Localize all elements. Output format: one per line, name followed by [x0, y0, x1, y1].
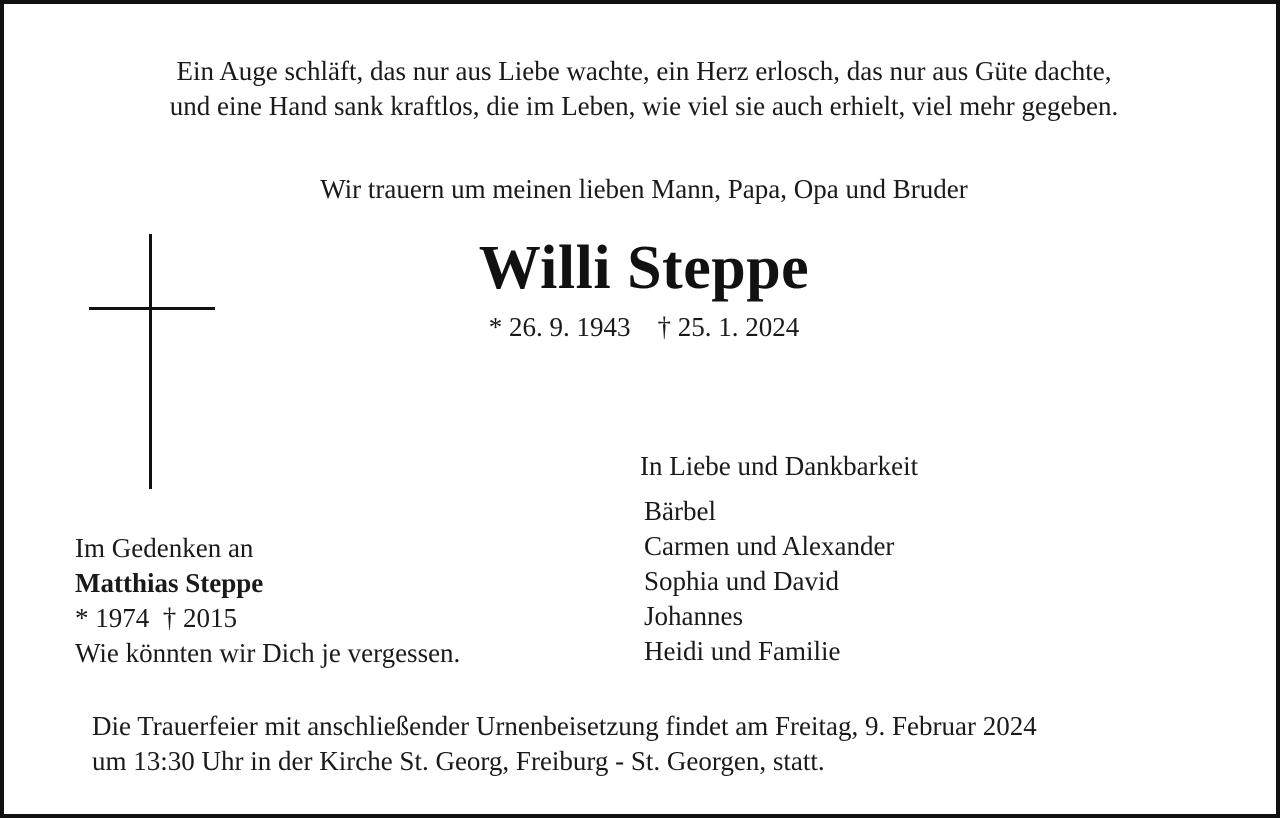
- death-date: † 25. 1. 2024: [657, 312, 800, 342]
- poem-line-2: und eine Hand sank kraftlos, die im Leben, wie viel sie auch erhielt, viel mehr gegeben.: [169, 91, 1119, 121]
- memorial-name: Matthias Steppe: [75, 568, 264, 598]
- deceased-name: Willi Steppe: [478, 234, 810, 302]
- memorial-dates: [75, 601, 237, 636]
- mourner-name: Bärbel: [644, 496, 716, 526]
- ceremony-line-2: um 13:30 Uhr in der Kirche St. Georg, Freiburg - St. Georgen, statt.: [92, 746, 825, 776]
- mourner-name: Carmen und Alexander: [644, 531, 895, 561]
- mourner-name: Johannes: [644, 601, 743, 631]
- poem-line-1: Ein Auge schläft, das nur aus Liebe wachte, ein Herz erlosch, das nur aus Güte dachte,: [176, 56, 1112, 86]
- mourner-name: Sophia und David: [644, 566, 839, 596]
- memorial-quote: Wie könnten wir Dich je vergessen.: [75, 638, 461, 668]
- memorial-death-year: † 2015: [162, 603, 237, 633]
- mourning-intro: Wir trauern um meinen lieben Mann, Papa, Opa und Bruder: [320, 174, 968, 204]
- mourners-heading: In Liebe und Dankbarkeit: [640, 451, 919, 481]
- deceased-dates: [4, 312, 1280, 343]
- ceremony-line-1: Die Trauerfeier mit anschließender Urnenbeisetzung findet am Freitag, 9. Februar 2024: [92, 711, 1037, 741]
- memorial-intro: Im Gedenken an: [75, 533, 254, 563]
- memorial-birth-year: * 1974: [75, 603, 150, 633]
- birth-date: * 26. 9. 1943: [488, 312, 631, 342]
- mourner-name: Heidi und Familie: [644, 636, 841, 666]
